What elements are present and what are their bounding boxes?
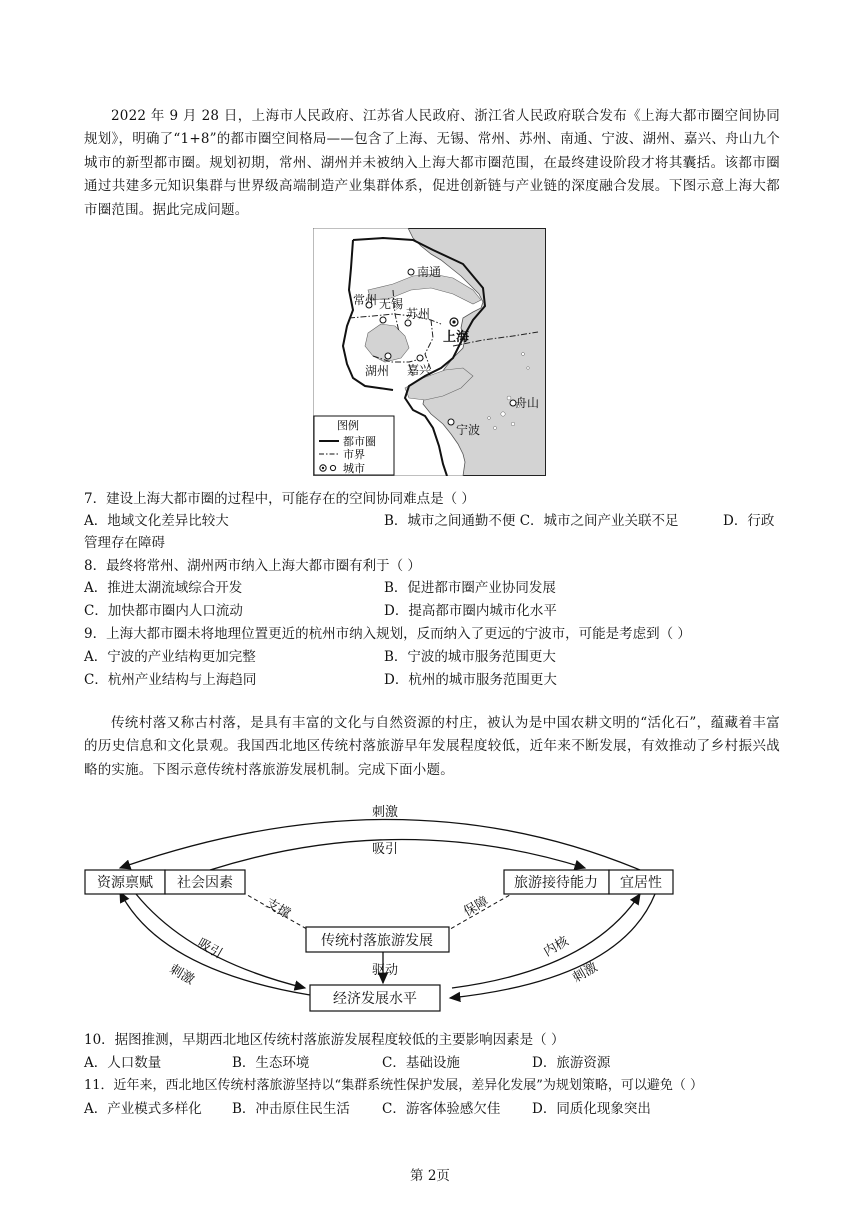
city-label-ningbo: 宁波 (456, 423, 481, 437)
box-livable: 宜居性 (620, 875, 662, 891)
label-stimulate-top: 刺激 (371, 805, 399, 820)
q11-option-b[interactable]: B．冲击原住民生活 (232, 1101, 350, 1117)
label-attract-left: 吸引 (194, 935, 225, 962)
label-stimulate-right: 刺激 (570, 959, 601, 986)
city-label-shanghai: 上海 (443, 330, 470, 345)
city-label-wuxi: 无锡 (379, 297, 404, 311)
box-economy: 经济发展水平 (333, 991, 417, 1007)
q11-stem: 11．近年来，西北地区传统村落旅游坚持以“集群系统性保护发展，差异化发展”为规划策略，可以避免（ ） (84, 1078, 703, 1093)
city-label-jiaxing: 嘉兴 (407, 363, 432, 377)
q9-option-b[interactable]: B．宁波的城市服务范围更大 (384, 649, 556, 665)
label-core-right: 内核 (541, 933, 572, 960)
q9-option-c[interactable]: C．杭州产业结构与上海趋同 (84, 672, 257, 688)
label-guarantee: 保障 (461, 893, 492, 920)
legend-city: 城市 (343, 462, 365, 475)
box-center: 传统村落旅游发展 (321, 933, 433, 949)
shanghai-city-marker (450, 318, 458, 326)
q10-option-a[interactable]: A．人口数量 (84, 1055, 162, 1071)
box-reception: 旅游接待能力 (514, 875, 598, 891)
q11-option-d[interactable]: D．同质化现象突出 (532, 1101, 651, 1117)
page-number: 第 2页 (410, 1168, 450, 1184)
label-attract-top: 吸引 (371, 842, 399, 857)
q8-option-d[interactable]: D．提高都市圈内城市化水平 (384, 603, 557, 619)
box-resource: 资源禀赋 (97, 875, 153, 891)
q10-stem: 10．据图推测，早期西北地区传统村落旅游发展程度较低的主要影响因素是（ ） (84, 1032, 565, 1048)
q7-option-d-continued: 管理存在障碍 (84, 535, 165, 551)
q7-option-a[interactable]: A．地域文化差异比较大 (84, 513, 229, 529)
q11-option-a[interactable]: A．产业模式多样化 (84, 1101, 202, 1117)
city-label-huzhou: 湖州 (365, 364, 390, 378)
shanghai-metro-map (313, 228, 546, 476)
map-legend (314, 416, 394, 475)
q7-stem: 7．建设上海大都市圈的过程中，可能存在的空间协同难点是（ ） (84, 491, 475, 507)
tourism-mechanism-diagram (80, 790, 780, 1020)
q10-option-c[interactable]: C．基础设施 (382, 1055, 460, 1071)
q7-option-bc[interactable]: B．城市之间通勤不便 C．城市之间产业关联不足 (384, 513, 679, 529)
label-drive: 驱动 (371, 963, 399, 978)
q8-option-a[interactable]: A．推进太湖流域综合开发 (84, 580, 243, 596)
q8-option-c[interactable]: C．加快都市圈内人口流动 (84, 603, 243, 619)
legend-metro: 都市圈 (343, 435, 376, 448)
q9-stem: 9．上海大都市圈未将地理位置更近的杭州市纳入规划，反而纳入了更远的宁波市，可能是考虑到（ ） (84, 626, 691, 642)
q10-option-b[interactable]: B．生态环境 (232, 1055, 310, 1071)
q9-option-d[interactable]: D．杭州的城市服务范围更大 (384, 672, 557, 688)
passage-1: 2022 年 9 月 28 日，上海市人民政府、江苏省人民政府、浙江省人民政府联合发布《上海大都市圈空间协同规划》，明确了“1+8”的都市圈空间格局——包含了上海、无锡、常州、苏州、南通、宁波、湖州、嘉兴、舟山九个城市的新型都市圈。规划初期，常州、湖州并未被纳入上海大都市圈范围，在最终建设阶段才将其囊括。该都市圈通过共建多元知识集群与世界级高端制造产业集群体系，促进创新链与产业链的深度融合发展。下图示意上海大都市圈范围。据此完成问题。 (84, 108, 780, 218)
city-label-nantong: 南通 (417, 265, 442, 279)
q8-option-b[interactable]: B．促进都市圈产业协同发展 (384, 580, 556, 596)
q7-option-d[interactable]: D．行政 (723, 513, 775, 529)
city-label-changzhou: 常州 (353, 293, 378, 307)
city-label-suzhou: 苏州 (406, 307, 431, 321)
legend-title: 图例 (337, 419, 359, 432)
q10-option-d[interactable]: D．旅游资源 (532, 1055, 611, 1071)
q8-stem: 8．最终将常州、湖州两市纳入上海大都市圈有利于（ ） (84, 558, 421, 574)
passage-2: 传统村落又称古村落，是具有丰富的文化与自然资源的村庄，被认为是中国农耕文明的“活化石”，蕴藏着丰富的历史信息和文化景观。我国西北地区传统村落旅游早年发展程度较低，近年来不断发展，有效推动了乡村振兴战略的实施。下图示意传统村落旅游发展机制。完成下面小题。 (84, 715, 780, 778)
q9-option-a[interactable]: A．宁波的产业结构更加完整 (84, 649, 256, 665)
box-social: 社会因素 (177, 875, 233, 891)
label-stimulate-left: 刺激 (166, 961, 197, 988)
legend-boundary: 市界 (343, 448, 365, 461)
city-label-zhoushan: 舟山 (515, 396, 540, 410)
label-support: 支撑 (262, 895, 293, 922)
q11-option-c[interactable]: C．游客体验感欠佳 (382, 1101, 501, 1117)
